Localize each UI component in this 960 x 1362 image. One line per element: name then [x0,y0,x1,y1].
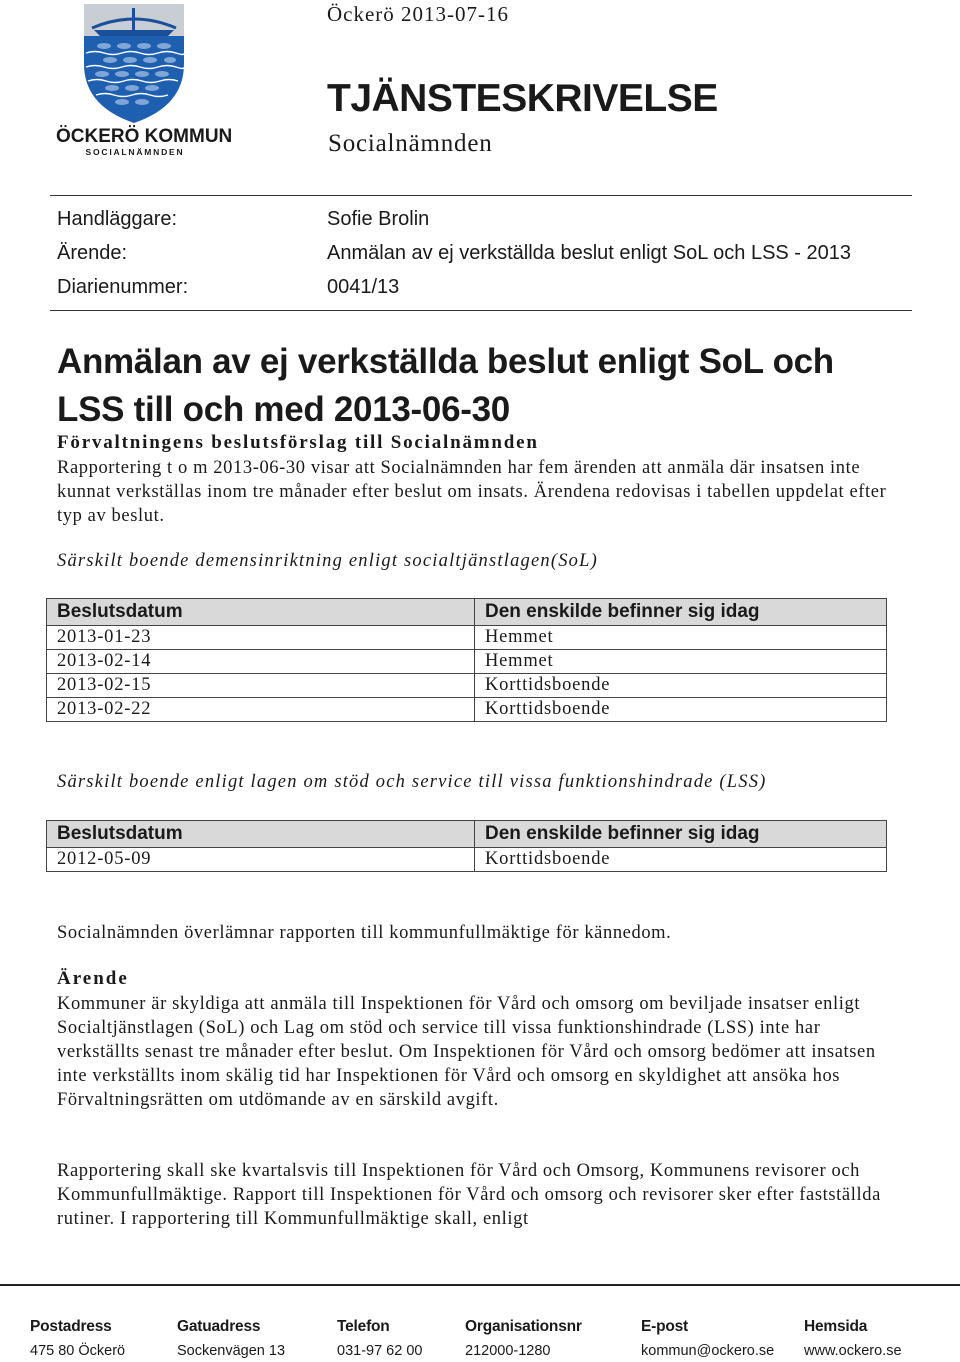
table-row [47,650,887,674]
arende-paragraph: Kommuner är skyldiga att anmäla till Inspektionen för Vård och omsorg om beviljade insatser enligt Socialtjänstlagen (SoL) och Lag om stöd och service till vissa funktionshindrade (LSS) inte har verkställts senast tre månader efter beslut. Om Inspektionen för Vård och omsorg bedömer att insatsen inte verkställts inom skälig tid har Inspektionen för Vård och omsorg en skyldighet att ansöka hos Förvaltningsrätten om utdömande av en särskild avgift. [57,994,876,1110]
divider [50,195,912,196]
footer-postadress-value: 475 80 Öckerö [30,1343,126,1359]
footer-telefon-value: 031-97 62 00 [337,1343,423,1359]
title-line-1: Anmälan av ej verkställda beslut enligt SoL och [57,342,834,381]
table-caption: Särskilt boende enligt lagen om stöd och service till vissa funktionshindrade (LSS) [57,772,767,792]
table-cell: 2013-02-22 [47,698,475,722]
diarienummer-label: Diarienummer: [57,276,189,298]
table-cell: 2013-01-23 [47,626,475,650]
kommun-logo [80,2,188,124]
table-row [47,674,887,698]
proposal-paragraph: Rapportering t o m 2013-06-30 visar att Socialnämnden har fem ärenden att anmäla där insatsen inte kunnat verkställas inom tre månader efter beslut om insats. Ärendena redovisas i tabellen uppdelat efter typ av beslut. [57,458,887,526]
footer-divider [0,1284,960,1286]
table-header-row [47,821,887,848]
table-cell: Hemmet [475,626,887,650]
logo-subtitle: SOCIALNÄMNDEN [85,147,185,157]
table-header-row [47,599,887,626]
table-cell: 2012-05-09 [47,848,475,872]
document-date: Öckerö 2013-07-16 [327,2,510,26]
table-row [47,848,887,872]
arende-heading: Ärende [57,968,129,989]
table-row [47,626,887,650]
arende-value: Anmälan av ej verkställda beslut enligt SoL och LSS - 2013 [327,242,852,264]
table-caption: Särskilt boende demensinriktning enligt socialtjänstlagen(SoL) [57,551,598,571]
reporting-paragraph: Rapportering skall ske kvartalsvis till Inspektionen för Vård och Omsorg, Kommunens revisorer och Kommunfullmäktige. Rapport till Inspektionen för Vård och omsorg och revisorer sker efter fastställda rutiner. I rapportering till Kommunfullmäktige skall, enligt [57,1161,881,1229]
table-cell: Korttidsboende [475,674,887,698]
committee-name: Socialnämnden [328,130,493,157]
proposal-heading: Förvaltningens beslutsförslag till Socialnämnden [57,432,539,453]
footer-orgnr-label: Organisationsnr [465,1318,582,1335]
column-header: Beslutsdatum [47,599,475,626]
document-title [57,338,907,434]
table-cell: Korttidsboende [475,698,887,722]
footer-hemsida-label: Hemsida [804,1318,868,1335]
table-cell: Hemmet [475,650,887,674]
decision-table-sol [46,598,887,722]
handlaggare-label: Handläggare: [57,208,178,230]
footer-telefon-label: Telefon [337,1318,390,1335]
footer-gatuadress-label: Gatuadress [177,1318,261,1335]
document-type: TJÄNSTESKRIVELSE [327,77,718,120]
diarienummer-value: 0041/13 [327,276,400,298]
footer-epost-value: kommun@ockero.se [641,1343,775,1359]
divider [50,310,912,311]
arende-label: Ärende: [57,242,128,264]
decision-table-lss [46,820,887,872]
table-cell: 2013-02-14 [47,650,475,674]
footer-orgnr-value: 212000-1280 [465,1343,551,1359]
column-header: Den enskilde befinner sig idag [475,821,887,848]
table-cell: Korttidsboende [475,848,887,872]
title-line-2: LSS till och med 2013-06-30 [57,390,510,429]
table-row [47,698,887,722]
closing-statement: Socialnämnden överlämnar rapporten till kommunfullmäktige för kännedom. [57,923,672,943]
footer-gatuadress-value: Sockenvägen 13 [177,1343,286,1359]
column-header: Beslutsdatum [47,821,475,848]
footer-epost-label: E-post [641,1318,689,1335]
footer-postadress-label: Postadress [30,1318,112,1335]
handlaggare-value: Sofie Brolin [327,208,430,230]
footer-hemsida-value: www.ockero.se [804,1343,902,1359]
table-cell: 2013-02-15 [47,674,475,698]
logo-name: ÖCKERÖ KOMMUN [56,126,233,147]
column-header: Den enskilde befinner sig idag [475,599,887,626]
